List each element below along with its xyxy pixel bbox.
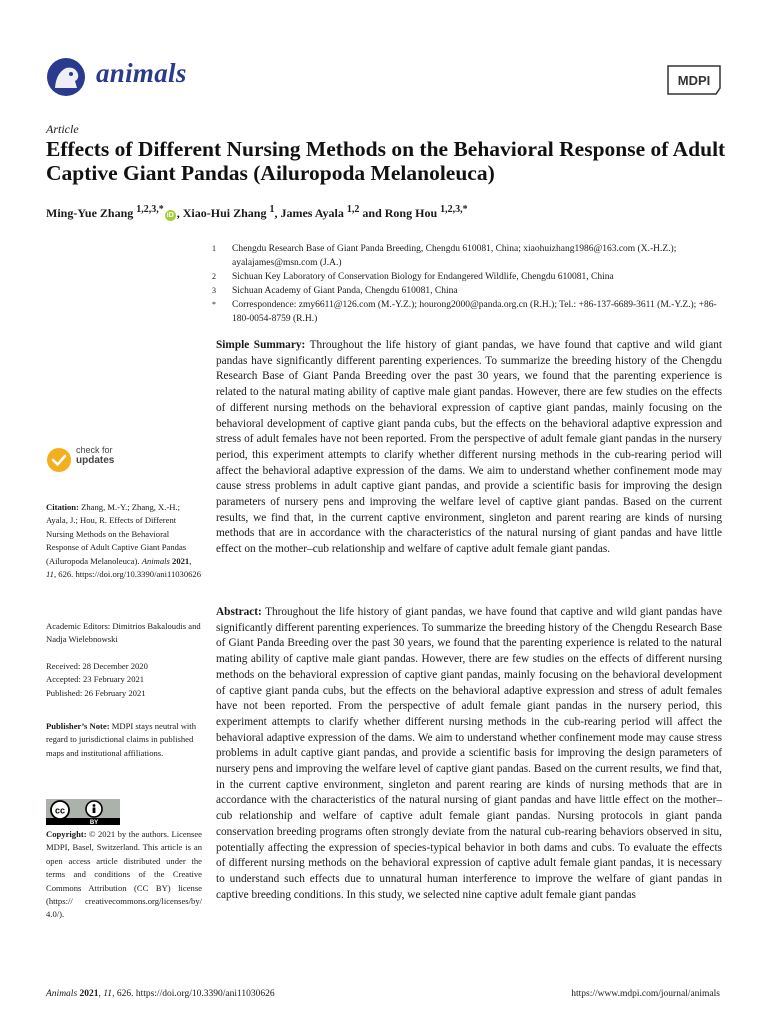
affiliation-text: Sichuan Academy of Giant Panda, Chengdu 610081, China (232, 286, 458, 296)
affiliation-number: 2 (212, 272, 216, 281)
author-name[interactable]: Ming-Yue Zhang (46, 206, 134, 220)
citation-label: Citation: (46, 502, 79, 512)
cc-by-license-icon[interactable] (46, 799, 120, 825)
received-date: Received: 28 December 2020 (46, 661, 148, 671)
affiliation-item (212, 284, 732, 298)
publishers-note (46, 720, 202, 760)
author-affiliation-marks: 1,2 (346, 204, 360, 215)
affiliation-text: Sichuan Key Laboratory of Conservation Biology for Endangered Wildlife, Chengdu 610081, China (232, 272, 614, 282)
published-date: Published: 26 February 2021 (46, 687, 146, 698)
footer-journal: Animals (46, 989, 78, 999)
journal-logo-icon (46, 57, 86, 97)
article-title: Effects of Different Nursing Methods on the Behavioral Response of Adult Captive Giant Pandas (Ailuropoda Melanoleuca) (46, 137, 726, 185)
abstract-heading: Abstract: (216, 606, 262, 618)
affiliation-number: 1 (212, 244, 216, 253)
affiliation-number: * (212, 300, 216, 309)
affiliation-text: Chengdu Research Base of Giant Panda Breeding, Chengdu 610081, China; xiaohuizhang1986@163.com (X.-H.Z.); ayalajames@msn.com (J.A.) (232, 244, 677, 268)
footer-year: 2021 (79, 989, 99, 999)
footer-journal-url[interactable]: https://www.mdpi.com/journal/animals (571, 989, 720, 999)
publication-dates (46, 660, 202, 700)
correspondence-text: Correspondence: zmy6611@126.com (M.-Y.Z.); hourong2000@panda.org.cn (R.H.); Tel.: +86-137-6689-3611 (M.-Y.Z.); +86-180-0054-8759 (R.H.) (232, 300, 717, 324)
mdpi-logo[interactable] (666, 64, 722, 96)
check-updates-label-bold: updates (76, 455, 115, 466)
author-affiliation-marks: 1 (269, 204, 275, 215)
author-connector: and (362, 206, 382, 220)
svg-text:MDPI: MDPI (677, 73, 711, 88)
publishers-note-text: MDPI stays neutral with regard to jurisdictional claims in published maps and institutional affiliations. (46, 721, 196, 758)
article-type: Article (46, 122, 79, 136)
copyright-text: © 2021 by the authors. Licensee MDPI, Basel, Switzerland. This article is an open access article distributed under the terms and conditions of the Creative Commons Attribution (CC BY) license (https:// creativecommons.org/licenses/by/ 4.0/). (46, 829, 202, 920)
check-updates-icon (46, 447, 72, 473)
author-name[interactable]: Xiao-Hui Zhang (182, 206, 267, 220)
journal-name: animals (96, 58, 187, 88)
simple-summary (216, 338, 722, 558)
citation-block: Citation: Zhang, M.-Y.; Zhang, X.-H.; Ayala, J.; Hou, R. Effects of Different Nursing Methods on the Behavioral Response of Adult Captive Giant Pandas (Ailuropoda Melanoleuca). Animals 2021, 11, 626. https://doi.org/10.3390/ani11030626 (46, 502, 202, 580)
svg-text:cc: cc (54, 805, 66, 816)
copyright-block (46, 828, 202, 922)
author-affiliation-marks: 1,2,3,* (440, 204, 468, 215)
check-for-updates-button[interactable] (46, 445, 156, 487)
abstract-text: Throughout the life history of giant pandas, we have found that captive and wild giant pandas have significantly different parenting experiences. To summarize the breeding history of the Chengdu Research Base of Giant Panda Breeding over the past 30 years, we found that the parenting experience is related to the natural mating ability of captive male giant pandas. However, there are few studies on the effects of different nursing methods on the behavioral expression of captive giant pandas, mainly focusing on the behavioral development of captive giant panda cubs, but the effects on the behavioral adaptive expression and stress of adult females have not been reported. From the perspective of adult female giant pandas in the nursery period, this experiment attempts to clarify whether different nursing methods in the cub-rearing period will affect the behavioral adaptive expression of the dams. We aim to understand whether confinement mode may cause stress problems in adult captive giant pandas, and provide a scientific basis for improving the design parameters of nursery pens and improving the welfare level of captive giant pandas. Based on the current results, we find that, in the current captive environment, singleton and parent rearing are kinds of nursing methods that are in accordance with the characteristics of the natural nursing of giant pandas and have little effect on the mother–cub relationship and welfare of captive adult female giant pandas. Nursing protocols in giant panda conservation breeding programs often strongly deviate from the natural cub-rearing behaviors observed in situ, potentially affecting the expression of species-typical behavior in both dams and cubs. To evaluate the effects of different nursing methods on the behavioral expression of captive adult female giant pandas, it is necessary to understand such effects due to unnatural human interference to improve the welfare of giant pandas in captive breeding conditions. In this study, we selected nine captive adult female giant pandas (216, 606, 723, 901)
citation-journal: Animals (141, 555, 170, 566)
affiliation-item (212, 298, 732, 326)
author-affiliation-marks: 1,2,3, (136, 204, 159, 215)
citation-volume: 11 (46, 569, 54, 580)
footer-doi-link[interactable]: , 626. https://doi.org/10.3390/ani11030626 (112, 989, 275, 999)
author-name[interactable]: James Ayala (280, 206, 344, 220)
affiliations (212, 242, 732, 326)
footer-volume: 11 (103, 989, 113, 999)
copyright-label: Copyright: (46, 829, 87, 839)
citation-doi[interactable]: , 626. https://doi.org/10.3390/ani11030626 (53, 569, 202, 580)
author-name[interactable]: Rong Hou (384, 206, 438, 220)
simple-summary-heading: Simple Summary: (216, 339, 306, 351)
author-list: Ming-Yue Zhang $^{1,2,3,*}$iD , Xiao-Hui Zhang $^1$, James Ayala $^{1,2}$ and Rong Hou $^{1,2,3,*}$ (46, 204, 468, 220)
academic-editors: Academic Editors: Dimitrios Bakaloudis and Nadja Wielebnowski (46, 621, 201, 645)
simple-summary-text: Throughout the life history of giant pandas, we have found that captive and wild giant pandas have significantly different parenting experiences. To summarize the breeding history of the Chengdu Research Base of Giant Panda Breeding over the past 30 years, we found that the parenting experience is related to the natural mating ability of captive male giant pandas. However, there are few studies on the effects of different nursing methods on the behavioral expression of captive giant pandas, mainly focusing on the behavioral development of captive giant panda cubs, but the effects on the behavioral adaptive expression and stress of adult females have not been reported. From the perspective of adult female giant pandas in the nursery period, this experiment attempts to clarify whether different nursing methods in the cub-rearing period will affect the behavioral adaptive expression of the dams. We aim to understand whether confinement mode may cause stress problems in adult captive giant pandas, and provide a scientific basis for improving the design parameters of nursery pens and improving the welfare level of captive giant pandas. Based on the current results, we find that, in the current captive environment, singleton and parent rearing are kinds of nursing methods that are in accordance with the characteristics of the natural nursing of giant pandas and have little effect on the mother–cub relationship and welfare of captive adult female giant pandas. (216, 339, 722, 556)
affiliation-item (212, 242, 732, 270)
check-updates-label: check for (76, 445, 113, 455)
abstract (216, 605, 722, 903)
accepted-date: Accepted: 23 February 2021 (46, 674, 145, 685)
citation-text: Zhang, M.-Y.; Zhang, X.-H.; Ayala, J.; Hou, R. Effects of Different Nursing Methods on the Behavioral Response of Adult Captive Giant Pandas (Ailuropoda Melanoleuca). (46, 502, 187, 566)
footer-citation: Animals 2021, 11, 626. https://doi.org/10.3390/ani11030626 (46, 989, 275, 999)
affiliation-number: 3 (212, 286, 216, 295)
corresponding-mark: * (158, 204, 164, 215)
publishers-note-label: Publisher’s Note: (46, 721, 110, 731)
cc-by-label: BY (89, 820, 99, 825)
citation-year: 2021 (172, 555, 190, 566)
orcid-icon[interactable]: iD (166, 212, 174, 219)
affiliation-item (212, 270, 732, 284)
